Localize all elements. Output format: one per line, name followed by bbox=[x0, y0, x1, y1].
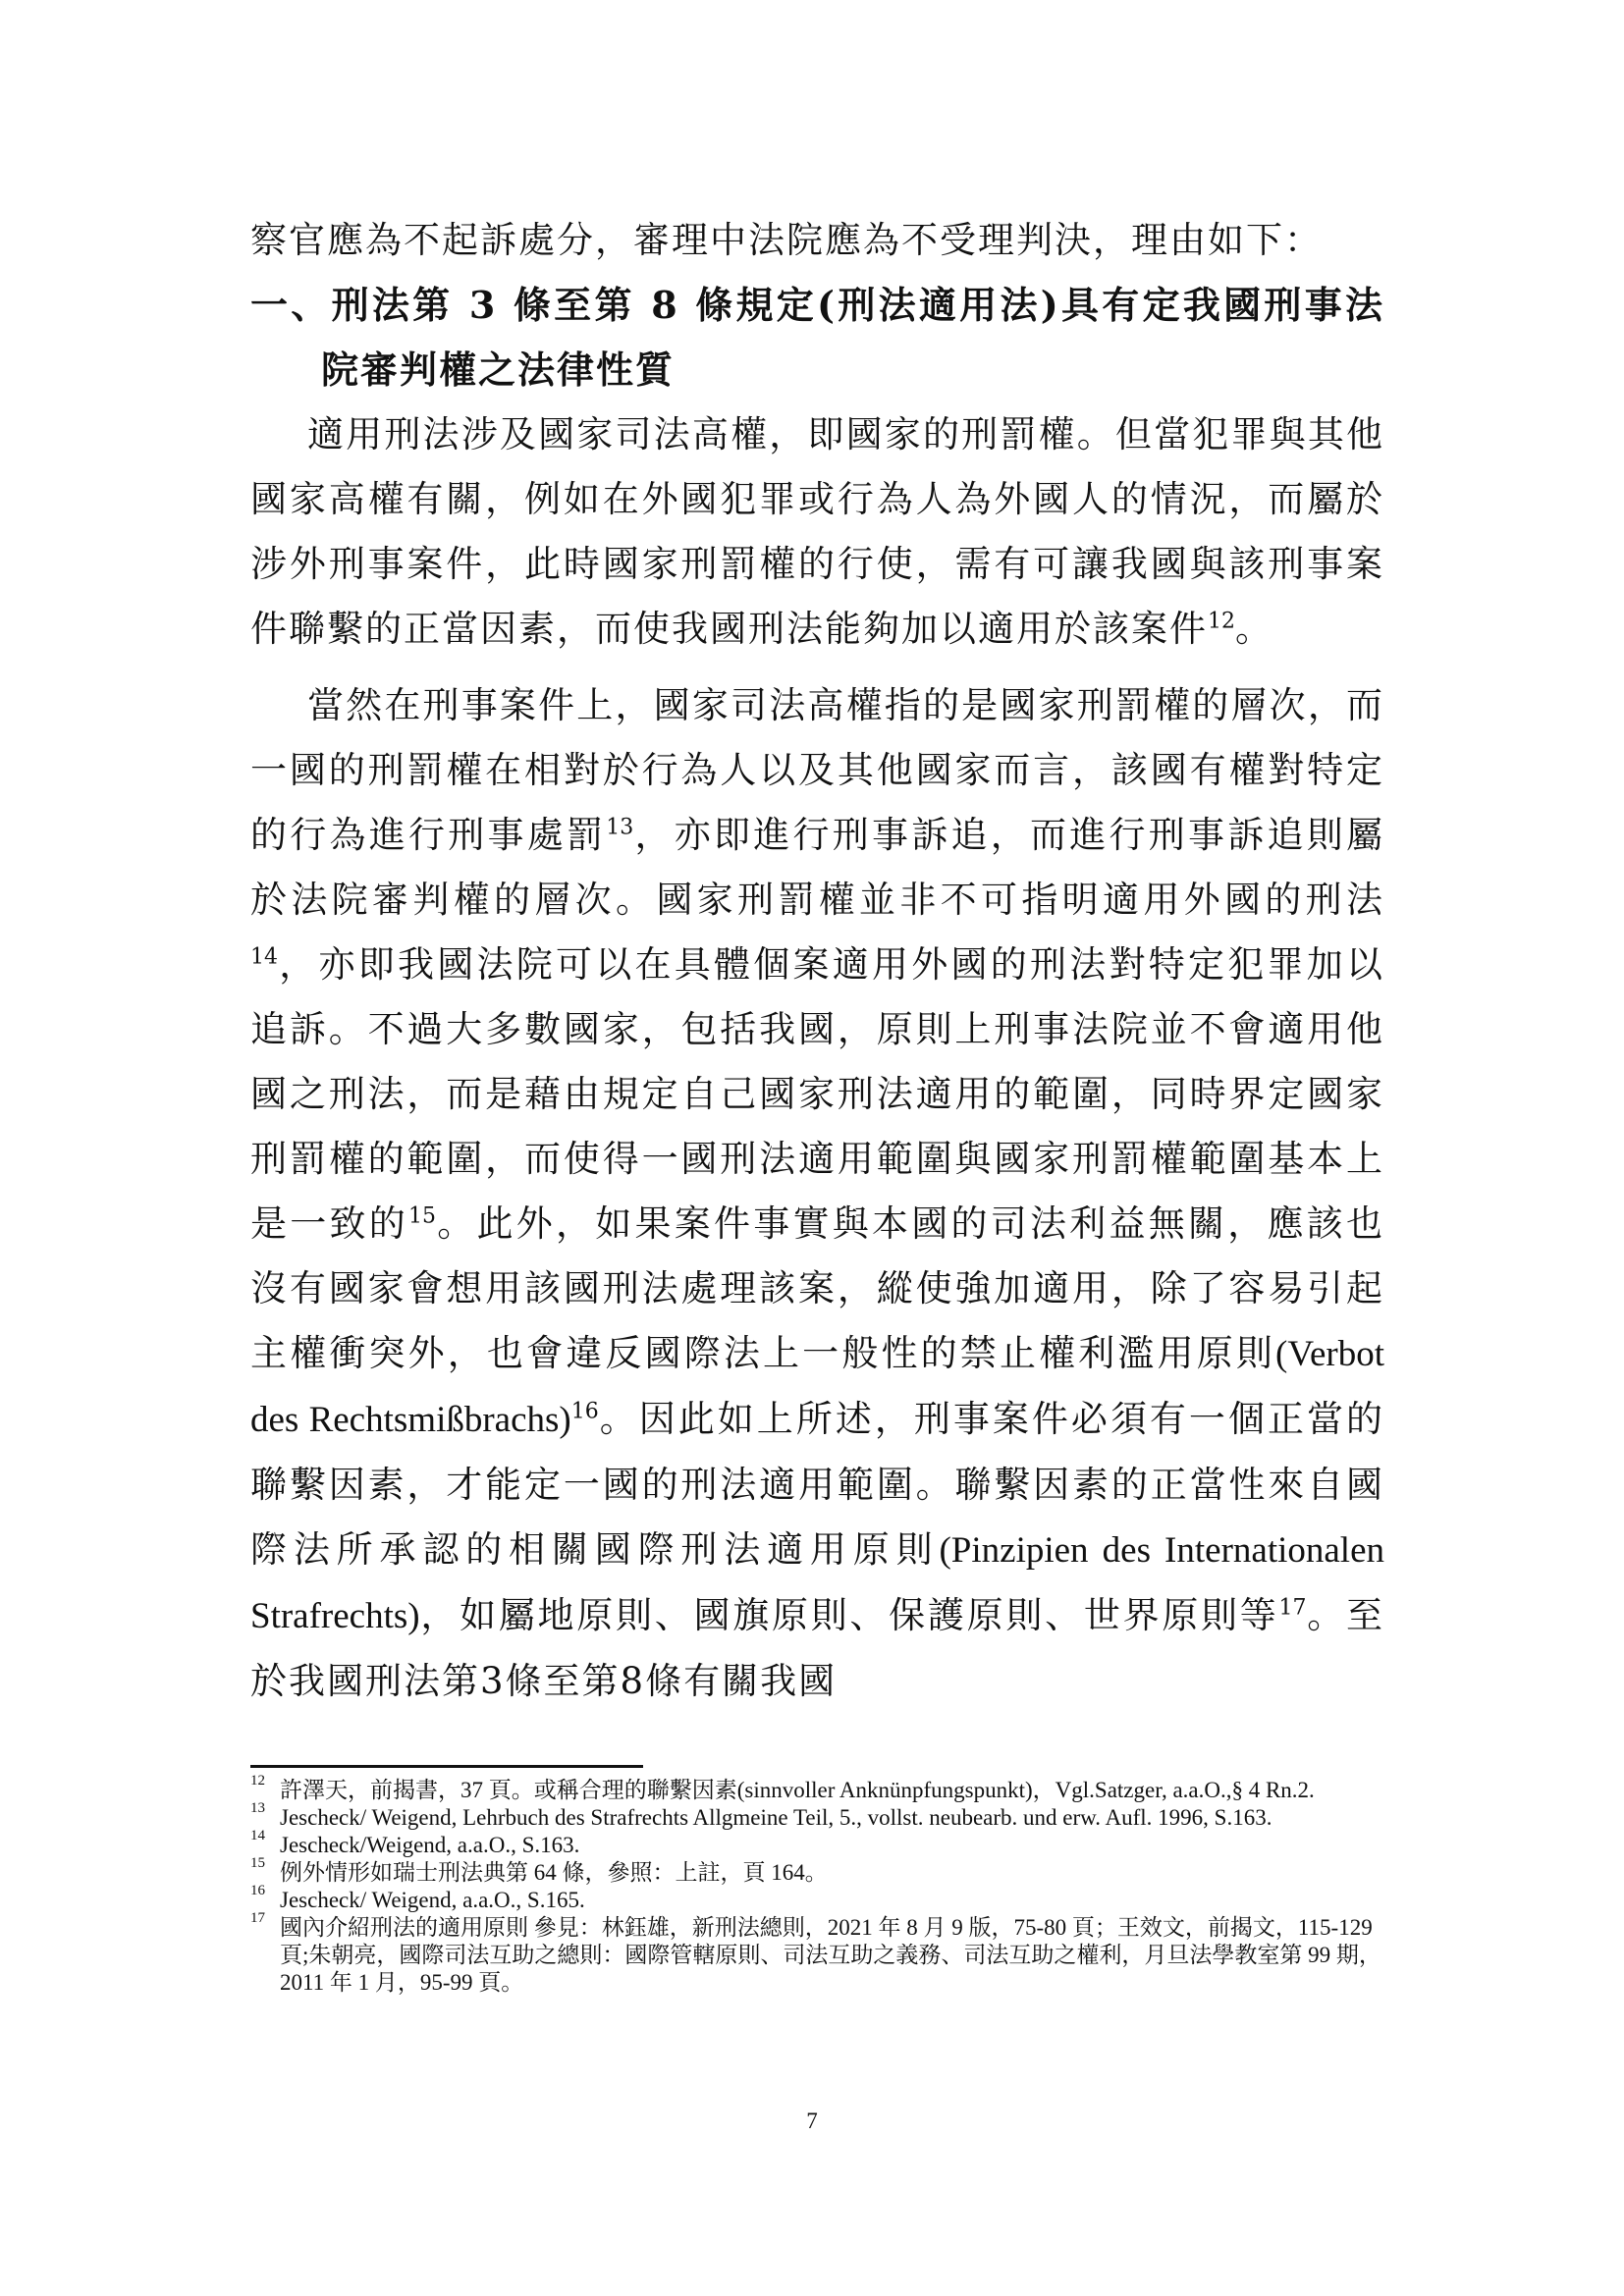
footnote-15 bbox=[250, 1855, 1384, 1887]
footnote-text: 許澤天，前揭書，37 頁。或稱合理的聯繫因素(sinnvoller Anknünpfungspunkt)，Vgl.Satzger, a.a.O.,§ 4 Rn.2. bbox=[280, 1778, 1315, 1802]
paragraph-2-text-a: 當然在刑事案件上，國家司法高權指的是國家刑罰權的層次，而一國的刑罰權在相對於行為人以及其他國家而言，該國有權對特定的行為進行刑事處罰 bbox=[250, 684, 1384, 856]
section-heading: 一、刑法第 3 條至第 8 條規定(刑法適用法)具有定我國刑事法院審判權之法律性質 bbox=[250, 283, 1384, 392]
paragraph-2-text-d: 。此外，如果案件事實與本國的司法利益無關，應該也沒有國家會想用該國刑法處理該案，縱使強加適用，除了容易引起主權衝突外，也會違反國際法上一般性的禁止權利濫用原則 bbox=[250, 1202, 1384, 1374]
footnote-ref-12[interactable]: 12 bbox=[1208, 609, 1235, 634]
paragraph-2-text-g: 。至於我國刑法第3條至第8條有關我國 bbox=[250, 1594, 1385, 1702]
paragraph-2-text-c: ，亦即我國法院可以在具體個案適用外國的刑法對特定犯罪加以追訴。不過大多數國家，包括我國，原則上刑事法院並不會適用他國之刑法，而是藉由規定自己國家刑法適用的範圍，同時界定國家刑罰權的範圍，而使得一國刑法適用範圍與國家刑罰權範圍基本上是一致的 bbox=[250, 943, 1384, 1245]
footnotes bbox=[250, 1773, 1384, 1997]
footnote-ref-14[interactable]: 14 bbox=[250, 944, 278, 970]
paragraph-2-text-b: ，亦即進行刑事訴追，而進行刑事訴追則屬於法院審判權的層次。國家刑罰權並非不可指明適用外國的刑法 bbox=[250, 814, 1384, 921]
paragraph-1-text-a: 適用刑法涉及國家司法高權，即國家的刑罰權。但當犯罪與其他國家高權有關，例如在外國犯罪或行為人為外國人的情況，而屬於涉外刑事案件，此時國家刑罰權的行使，需有可讓我國與該刑事案件聯繫的正當因素，而使我國刑法能夠加以適用於該案件 bbox=[250, 413, 1384, 650]
footnote-17 bbox=[250, 1910, 1384, 1997]
footnote-number: 12 bbox=[250, 1773, 265, 1789]
intro-line: 察官應為不起訴處分，審理中法院應為不受理判決，理由如下： bbox=[250, 219, 1323, 261]
footnote-ref-16[interactable]: 16 bbox=[570, 1399, 599, 1424]
latin-term-1: (Verbot des Rechtsmißbrachs) bbox=[250, 1334, 1384, 1440]
footnote-separator bbox=[250, 1765, 643, 1768]
paragraph-2-text-f: ，如屬地原則、國旗原則、保護原則、世界原則等 bbox=[419, 1594, 1279, 1636]
body-text bbox=[250, 208, 1384, 1714]
footnote-number: 15 bbox=[250, 1855, 265, 1871]
footnote-13 bbox=[250, 1800, 1384, 1832]
paragraph-2 bbox=[250, 673, 1384, 1714]
footnote-number: 14 bbox=[250, 1828, 265, 1843]
footnote-number: 17 bbox=[250, 1910, 265, 1926]
footnote-text: Jescheck/ Weigend, Lehrbuch des Strafrechts Allgmeine Teil, 5., vollst. neubearb. und erw. Aufl. 1996, S.163. bbox=[280, 1805, 1272, 1830]
footnote-12 bbox=[250, 1773, 1384, 1804]
footnote-text: 例外情形如瑞士刑法典第 64 條，參照：上註，頁 164。 bbox=[280, 1860, 828, 1885]
footnote-ref-17[interactable]: 17 bbox=[1278, 1595, 1307, 1621]
footnote-ref-15[interactable]: 15 bbox=[408, 1203, 436, 1229]
footnote-text: 國內介紹刑法的適用原則 參見：林鈺雄，新刑法總則，2021 年 8 月 9 版，75-80 頁；王效文，前揭文，115-129 頁;朱朝亮，國際司法互助之總則：國際管轄原則、司法互助之義務、司法互助之權利，月旦法學教室第 99 期，2011 年 1 月，95-99 頁。 bbox=[280, 1915, 1381, 1995]
footnote-ref-13[interactable]: 13 bbox=[606, 815, 634, 840]
page-number: 7 bbox=[806, 2109, 818, 2133]
footnote-text: Jescheck/Weigend, a.a.O., S.163. bbox=[280, 1833, 580, 1857]
footnote-text: Jescheck/ Weigend, a.a.O., S.165. bbox=[280, 1888, 585, 1912]
paragraph-2-text-e: 。因此如上所述，刑事案件必須有一個正當的聯繫因素，才能定一國的刑法適用範圍。聯繫因素的正當性來自國際法所承認的相關國際刑法適用原則 bbox=[250, 1398, 1384, 1571]
latin-term-2: (Pinzipien des Internationalen Strafrechts) bbox=[250, 1530, 1385, 1636]
footnote-number: 13 bbox=[250, 1800, 265, 1816]
paragraph-1-text-b: 。 bbox=[1235, 608, 1273, 650]
footnote-16 bbox=[250, 1883, 1384, 1914]
paragraph-1 bbox=[250, 402, 1384, 662]
footnote-number: 16 bbox=[250, 1883, 265, 1898]
footnote-14 bbox=[250, 1828, 1384, 1859]
